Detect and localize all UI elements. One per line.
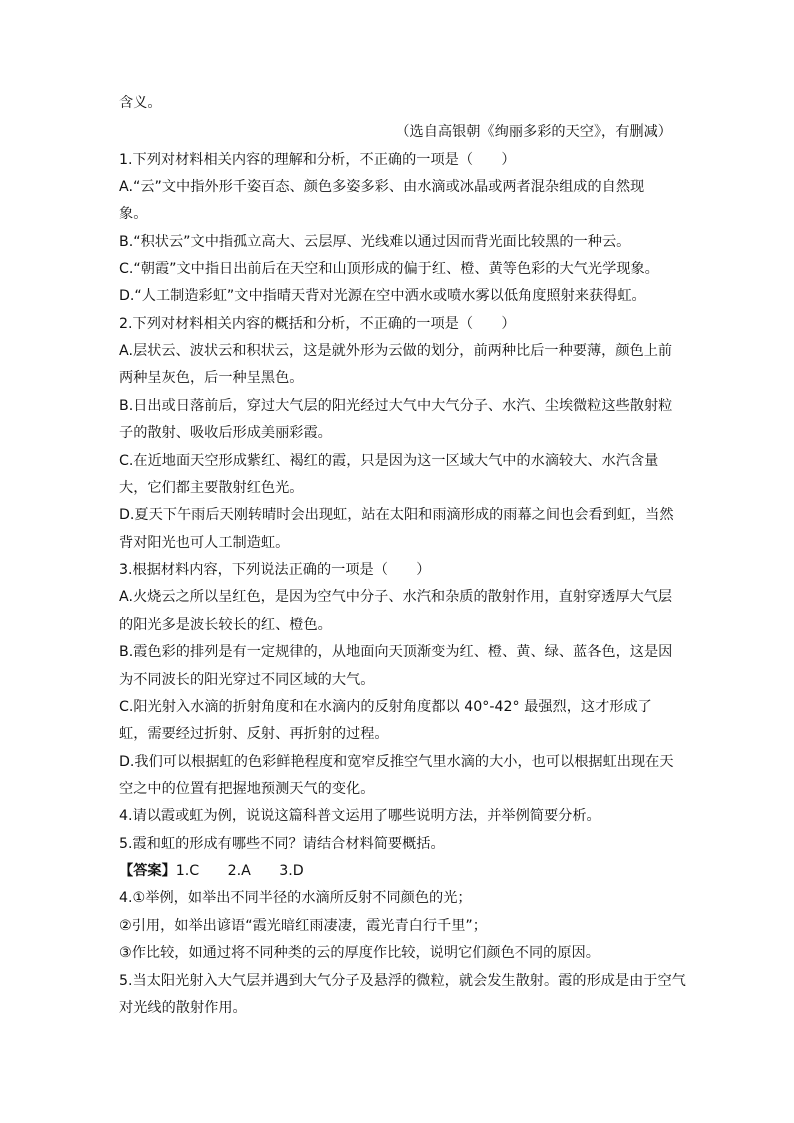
answer-choices: 1.C 2.A 3.D [175,863,304,879]
q3-option-a-cont: 的阳光多是波长较长的红、橙色。 [119,617,332,633]
q1-option-c: C.“朝霞”文中指日出前后在天空和山顶形成的偏于红、橙、黄等色彩的大气光学现象。 [119,261,659,277]
source-citation: （选自高银朝《绚丽多彩的天空》，有删减） [395,124,672,140]
q1-stem: 1.下列对材料相关内容的理解和分析，不正确的一项是（ ） [119,152,516,168]
q3-option-a: A.火烧云之所以呈红色，是因为空气中分子、水汽和杂质的散射作用，直射穿透厚大气层 [119,589,673,605]
intro-end: 含义。 [119,95,162,111]
answer-4-line-2: ②引用，如举出谚语“霞光暗红雨凄凄，霞光青白行千里”； [119,918,487,934]
answer-5-line-1: 5.当太阳光射入大气层并遇到大气分子及悬浮的微粒，就会发生散射。霞的形成是由于空气 [119,973,686,989]
answer-label: 【答案】 [119,863,176,879]
q1-option-d: D.“人工制造彩虹”文中指晴天背对光源在空中洒水或喷水雾以低角度照射来获得虹。 [119,288,646,304]
q3-option-d: D.我们可以根据虹的色彩鲜艳程度和宽窄反推空气里水滴的大小，也可以根据虹出现在天 [119,754,674,770]
answer-4-line-3: ③作比较，如通过将不同种类的云的厚度作比较，说明它们颜色不同的原因。 [119,945,600,961]
q2-option-b: B.日出或日落前后，穿过大气层的阳光经过大气中大气分子、水汽、尘埃微粒这些散射粒 [119,398,673,414]
q3-option-c: C.阳光射入水滴的折射角度和在水滴内的反射角度都以 40°-42° 最强烈，这才形成了 [119,699,652,715]
q1-option-a: A.“云”文中指外形千姿百态、颜色多姿多彩、由水滴或冰晶或两者混杂组成的自然现 [119,179,645,195]
q5-stem: 5.霞和虹的形成有哪些不同？请结合材料简要概括。 [119,836,445,852]
q3-option-c-cont: 虹，需要经过折射、反射、再折射的过程。 [119,726,389,742]
q2-stem: 2.下列对材料相关内容的概括和分析，不正确的一项是（ ） [119,316,516,332]
answer-choices-line [119,861,304,881]
q3-stem: 3.根据材料内容，下列说法正确的一项是（ ） [119,562,431,578]
q2-option-d-cont: 背对阳光也可人工制造虹。 [119,535,290,551]
answer-5-line-2: 对光线的散射作用。 [119,1000,247,1016]
q3-option-b-cont: 为不同波长的阳光穿过不同区域的大气。 [119,672,375,688]
q4-stem: 4.请以霞或虹为例，说说这篇科普文运用了哪些说明方法，并举例简要分析。 [119,808,601,824]
answer-4-line-1: 4.①举例，如举出不同半径的水滴所反射不同颜色的光； [119,890,472,906]
q2-option-a: A.层状云、波状云和积状云，这是就外形为云做的划分，前两种比后一种要薄，颜色上前 [119,343,673,359]
q2-option-c-cont: 大，它们都主要散射红色光。 [119,480,304,496]
q3-option-d-cont: 空之中的位置有把握地预测天气的变化。 [119,781,375,797]
q2-option-a-cont: 两种呈灰色，后一种呈黑色。 [119,370,304,386]
q1-option-b: B.“积状云”文中指孤立高大、云层厚、光线难以通过因而背光面比较黑的一种云。 [119,234,631,250]
q1-option-a-cont: 象。 [119,206,148,222]
q3-option-b: B.霞色彩的排列是有一定规律的，从地面向天顶渐变为红、橙、黄、绿、蓝各色，这是因 [119,644,673,660]
q2-option-c: C.在近地面天空形成紫红、褐红的霞，只是因为这一区域大气中的水滴较大、水汽含量 [119,453,659,469]
q2-option-d: D.夏天下午雨后天刚转晴时会出现虹，站在太阳和雨滴形成的雨幕之间也会看到虹，当然 [119,507,674,523]
q2-option-b-cont: 子的散射、吸收后形成美丽彩霞。 [119,425,332,441]
